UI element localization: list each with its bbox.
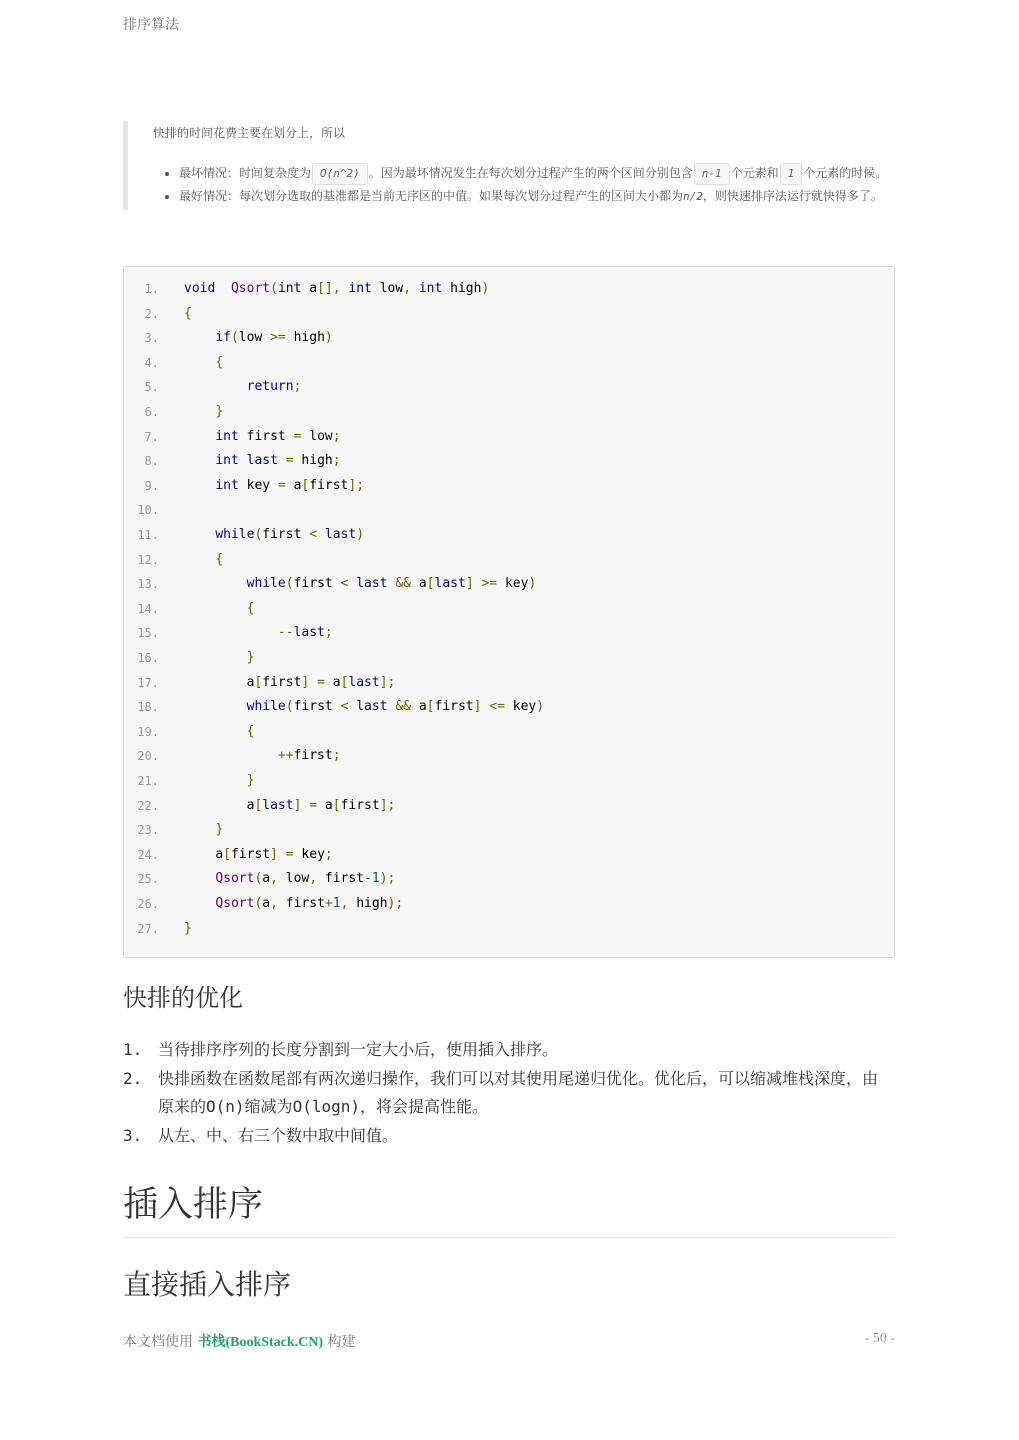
code-text: } <box>246 650 255 665</box>
line-number: 22. <box>137 798 159 813</box>
optimization-list <box>123 1036 893 1150</box>
code-text: a[first] = key; <box>215 846 333 862</box>
list-item <box>123 1036 893 1065</box>
line-number: 17. <box>137 675 159 690</box>
text-span: 。因为最坏情况发生在每次划分过程产生的两个区间分别包含 <box>368 166 693 180</box>
line-number: 7. <box>144 429 159 444</box>
line-number: 8. <box>144 454 159 469</box>
list-number: 1. <box>123 1040 143 1059</box>
line-number: 2. <box>144 306 159 321</box>
code-text: { <box>215 354 224 370</box>
code-text: int last = high; <box>215 453 341 469</box>
text-span: ，则快速排序法运行就快得多了。 <box>702 189 883 203</box>
code-text: a[last] = a[first]; <box>246 797 396 813</box>
page-number: - 50 - <box>864 1331 895 1346</box>
code-text: int key = a[first]; <box>215 477 365 493</box>
code-text: } <box>184 920 192 936</box>
line-number: 20. <box>137 749 159 764</box>
list-text: ，将会提高性能。 <box>360 1097 489 1116</box>
line-number: 6. <box>144 405 159 419</box>
text-span: 最坏情况：时间复杂度为 <box>179 166 312 180</box>
list-item-best-case <box>179 186 913 207</box>
code-text: { <box>246 600 255 616</box>
line-number: 4. <box>144 355 159 370</box>
code-text: } <box>215 822 224 838</box>
line-number: 19. <box>137 724 159 739</box>
text-span: 最好情况：每次划分选取的基准都是当前无序区的中值。如果每次划分过程产生的区间大小都为 <box>179 189 684 203</box>
text-span: 个元素的时候。 <box>803 166 888 180</box>
divider <box>123 1237 895 1238</box>
text-span: 个元素和 <box>730 166 779 180</box>
line-number: 27. <box>137 921 159 936</box>
line-number: 21. <box>137 774 159 788</box>
code-text: int first = low; <box>215 428 341 444</box>
code-text: void Qsort(int a[], int low, int high) <box>184 281 490 296</box>
list-item-worst-case <box>179 163 913 185</box>
line-number: 12. <box>137 552 159 567</box>
inline-math: O(n) <box>206 1097 245 1116</box>
subheading-quicksort-optimization: 快排的优化 <box>123 984 243 1012</box>
inline-code: O(n^2) <box>312 163 368 185</box>
line-number: 10. <box>137 503 159 518</box>
running-head: 排序算法 <box>123 17 179 33</box>
code-text: } <box>215 404 224 419</box>
line-number: 14. <box>137 601 159 616</box>
inline-math: O(logn) <box>292 1097 360 1116</box>
line-number: 9. <box>144 478 159 493</box>
list-text: 缩减为 <box>244 1097 293 1116</box>
line-number: 23. <box>137 823 159 838</box>
inline-code: n-1 <box>694 163 730 185</box>
line-number: 3. <box>144 331 159 346</box>
line-number: 5. <box>144 380 159 395</box>
code-text: while(first < last) <box>215 527 365 542</box>
footer-credit <box>123 1331 356 1351</box>
line-number: 16. <box>137 651 159 665</box>
code-text: { <box>184 305 192 321</box>
line-number: 18. <box>137 700 159 715</box>
list-number: 3. <box>123 1125 143 1145</box>
line-number: 25. <box>137 872 159 887</box>
code-text: return; <box>246 379 302 395</box>
bookstack-link[interactable]: 书栈(BookStack.CN) <box>197 1335 324 1350</box>
code-text: Qsort(a, first+1, high); <box>215 896 404 911</box>
inline-code: 1 <box>780 163 803 185</box>
line-number: 13. <box>137 577 159 592</box>
footer-prefix: 本文档使用 <box>123 1334 198 1350</box>
blockquote <box>123 121 913 210</box>
code-text: while(first < last && a[last] >= key) <box>246 576 537 592</box>
code-text: { <box>246 723 255 739</box>
footer-suffix: 构建 <box>323 1334 356 1350</box>
code-text: --last; <box>277 625 333 641</box>
code-block <box>123 266 895 958</box>
list-item <box>123 1065 893 1122</box>
code-text: { <box>215 551 224 567</box>
list-text: 当待排序序列的长度分割到一定大小后，使用插入排序。 <box>158 1040 559 1059</box>
code-text: ++first; <box>277 748 341 764</box>
section-title: 插入排序 <box>123 1185 264 1225</box>
line-number: 1. <box>144 282 159 296</box>
code-text: while(first < last && a[first] <= key) <box>246 699 545 715</box>
section-subtitle: 直接插入排序 <box>123 1268 292 1301</box>
line-number: 15. <box>137 626 159 641</box>
quote-list <box>153 163 913 207</box>
list-text: 从左、中、右三个数中取中间值。 <box>158 1125 399 1145</box>
list-text: 快排函数在函数尾部有两次递归操作，我们可以对其使用尾递归优化。优化后，可以缩减堆栈深度，由原来的 <box>158 1068 879 1116</box>
list-number: 2. <box>123 1068 143 1088</box>
list-item <box>123 1122 893 1151</box>
line-number: 26. <box>137 897 159 911</box>
quote-intro: 快排的时间花费主要在划分上，所以 <box>153 126 346 140</box>
code-text: a[first] = a[last]; <box>246 674 396 690</box>
code-text: } <box>246 773 255 788</box>
code-text: Qsort(a, low, first-1); <box>215 871 396 887</box>
inline-variable: n/2 <box>683 190 703 203</box>
line-number: 24. <box>137 847 159 862</box>
code-text: if(low >= high) <box>215 330 333 346</box>
line-number: 11. <box>137 528 159 542</box>
